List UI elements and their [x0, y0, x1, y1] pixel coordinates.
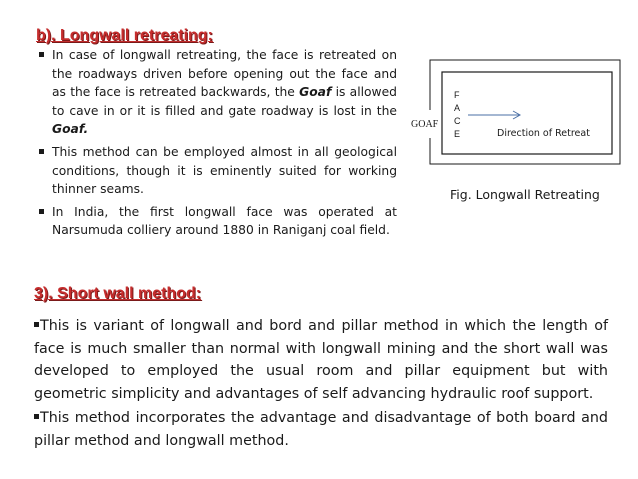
outer-roadway-outline: [430, 60, 620, 164]
short-wall-paragraph: [34, 315, 608, 405]
bullet-text: In India, the first longwall face was operated at Narsumuda colliery around 1880 in Raniganj coal field.: [52, 204, 397, 238]
paragraph-text: This is variant of longwall and bord and pillar method in which the length of face is much smaller than normal with longwall mining and the short wall was developed to employed the usual room and pillar equipment but with geometric simplicity and advantages of self advancing hydraulic roof support.: [34, 318, 608, 402]
bullet-square-icon: [34, 414, 39, 419]
goaf-emphasis: Goaf.: [52, 122, 89, 137]
goaf-label: GOAF: [411, 119, 439, 130]
paragraph-text: This method incorporates the advantage and disadvantage of both board and pillar method and longwall method.: [34, 410, 608, 449]
section-heading-longwall-retreating: b). Longwall retreating:: [36, 27, 213, 44]
bullet-square-icon: [39, 52, 44, 57]
face-letter: C: [454, 116, 461, 126]
bullet-square-icon: [39, 149, 44, 154]
face-letter: A: [454, 103, 461, 113]
bullet-text: is allowed to cave in or it is filled and gate roadway is lost in the: [52, 85, 397, 118]
figure-caption: Fig. Longwall Retreating: [450, 187, 600, 202]
bullet-square-icon: [39, 209, 44, 214]
retreat-arrow-head-icon: [513, 111, 520, 119]
short-wall-paragraph: [34, 407, 608, 452]
bullet-square-icon: [34, 322, 39, 327]
bullet-item: [39, 143, 397, 199]
face-letter: E: [454, 129, 461, 139]
bullet-text: This method can be employed almost in all geological conditions, though it is eminently suited for working thinner seams.: [52, 144, 397, 197]
panel-outline: [442, 72, 612, 154]
longwall-bullet-list: [39, 46, 397, 244]
section-heading-short-wall-method: 3). Short wall method:: [34, 285, 202, 302]
bullet-item: [39, 46, 397, 139]
bullet-text: In case of longwall retreating, the face is retreated on the roadways driven before opening out the face and as the face is retreated backwards, the: [52, 48, 397, 100]
face-letter: F: [454, 90, 460, 100]
goaf-emphasis: Goaf: [299, 85, 332, 100]
direction-of-retreat-label: Direction of Retreat: [497, 128, 590, 139]
bullet-item: [39, 203, 397, 240]
